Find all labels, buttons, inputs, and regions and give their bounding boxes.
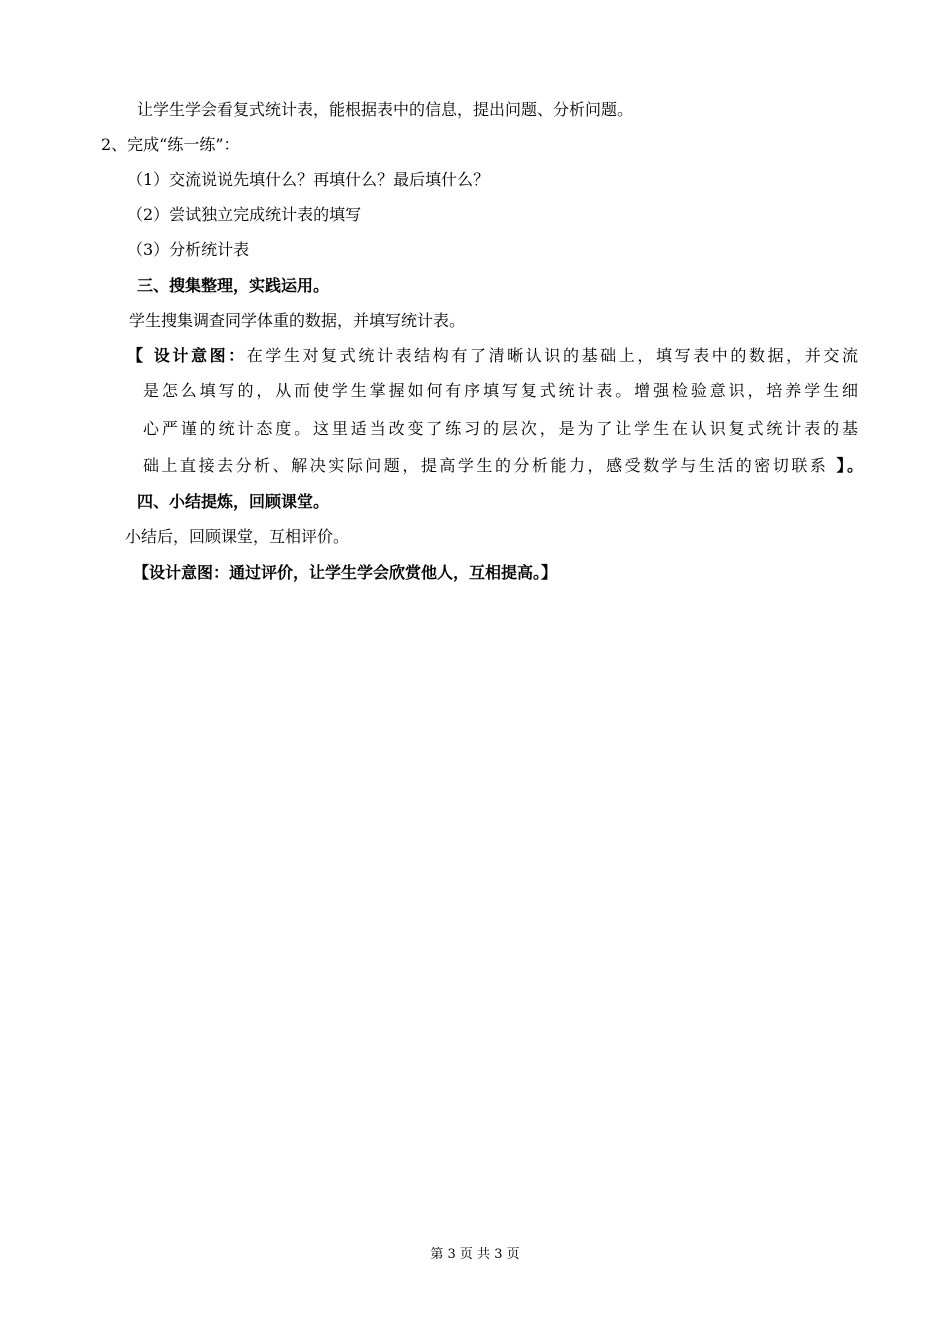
design-intent-line: 是怎么填写的，从而使学生掌握如何有序填写复式统计表。增强检验意识，培养学生细 [143, 381, 858, 400]
sub-list-item: （3）分析统计表 [127, 240, 250, 259]
design-intent-line: 心严谨的统计态度。这里适当改变了练习的层次，是为了让学生在认识复式统计表的基 [143, 419, 858, 438]
design-intent-close: 】。 [828, 456, 863, 475]
sub-list-item: （1）交流说说先填什么？再填什么？最后填什么？ [127, 170, 490, 189]
design-intent-line: 【 设计意图：在学生对复式统计表结构有了清晰认识的基础上，填写表中的数据，并交流 [127, 346, 858, 365]
section-heading: 四、小结提炼，回顾课堂。 [137, 492, 330, 511]
sub-list-item: （2）尝试独立完成统计表的填写 [127, 205, 362, 224]
section-heading: 三、搜集整理，实践运用。 [137, 276, 330, 295]
list-item: 2、完成“练一练”： [101, 135, 240, 154]
design-intent-line: 础上直接去分析、解决实际问题，提高学生的分析能力，感受数学与生活的密切联系 】。 [143, 456, 863, 475]
page-footer: 第 3 页 共 3 页 [430, 1247, 520, 1262]
design-intent-label: 【 设计意图： [127, 346, 247, 365]
paragraph-line: 小结后，回顾课堂，互相评价。 [125, 527, 350, 546]
paragraph-line: 学生搜集调查同学体重的数据，并填写统计表。 [129, 311, 466, 330]
design-intent-line: 【设计意图：通过评价，让学生学会欣赏他人，互相提高。】 [133, 563, 558, 582]
paragraph-line: 让学生学会看复式统计表，能根据表中的信息，提出问题、分析问题。 [137, 100, 634, 119]
